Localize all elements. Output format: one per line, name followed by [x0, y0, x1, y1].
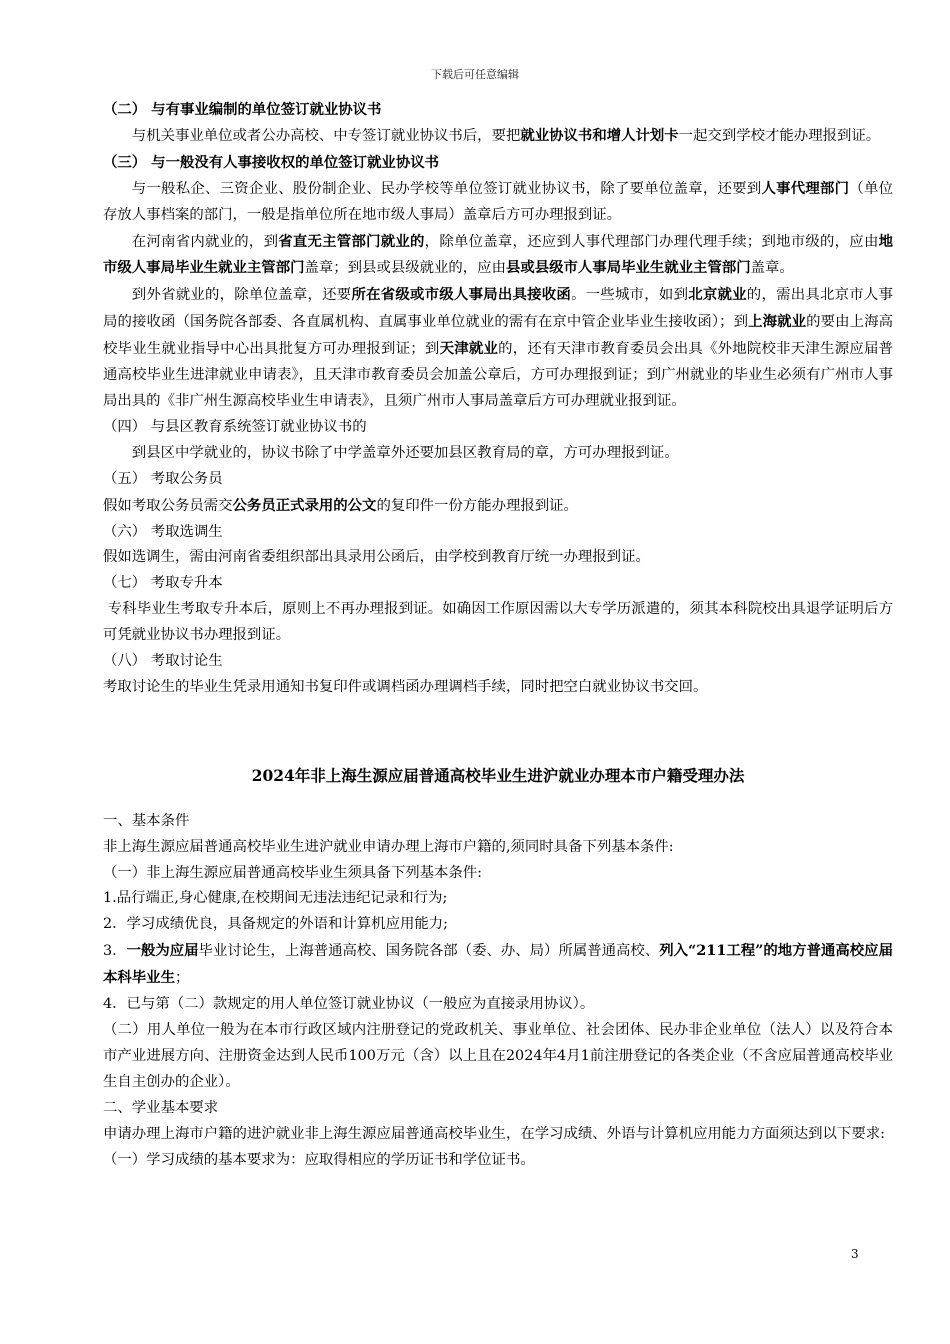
text-run: 。一些城市，如到 [571, 287, 689, 304]
section-heading: （八） 考取讨论生 [103, 653, 223, 670]
bold-text: 列入“211工程”的地方普通高校应届本科毕业生 [103, 942, 893, 987]
text-run: 毕业讨论生，上海普通高校、国务院各部（委、办、局）所属普通高校、 [198, 943, 660, 960]
list-item: 4．已与第（二）款规定的用人单位签订就业协议（一般应为直接录用协议）。 [103, 996, 595, 1013]
list-item: 1.品行端正,身心健康,在校期间无违法违纪记录和行为; [103, 890, 448, 907]
section-heading: （二） 与有事业编制的单位签订就业协议书 [103, 101, 382, 118]
section-heading: （五） 考取公务员 [103, 470, 223, 487]
text-run: 一起交到学校才能办理报到证。 [678, 127, 881, 144]
text-run: 的，需出具北京市人事局的接收函（国务院各部委、各直属机构、直属事业单位就业的需有在京中管企业毕业生接收函）；到 [103, 287, 893, 331]
bold-text: 天津就业 [439, 340, 499, 358]
paragraph: 申请办理上海市户籍的进沪就业非上海生源应届普通高校毕业生，在学习成绩、外语与计算机应用能力方面须达到以下要求: [103, 1125, 885, 1142]
text-run: 的要由上海高校毕业生就业指导中心出具批复方可办理报到证；到 [103, 314, 893, 358]
bold-text: 北京就业 [688, 286, 747, 304]
text-run: 与机关事业单位或者公办高校、中专签订就业协议书后，要把 [131, 127, 521, 144]
bold-text: 所在省级或市级人事局出具接收函 [351, 286, 572, 304]
paragraph: 考取讨论生的毕业生凭录用通知书复印件或调档函办理调档手续，同时把空白就业协议书交回。 [103, 678, 708, 695]
text-run: 的，还有天津市教育委员会出具《外地院校非天津生源应届普通高校毕业生进津就业申请表》，且天津市教育委员会加盖公章后，方可办理报到证；到广州就业的毕业生必须有广州市人事局出具的《非广州生源高校毕业生申请表》，且须广州市人事局盖章后方可办理就业报到证。 [103, 341, 893, 409]
subsection-heading: （一）非上海生源应届普通高校毕业生须具备下列基本条件: [103, 864, 483, 881]
section-heading: （七） 考取专升本 [103, 575, 223, 592]
section-heading: 二、学业基本要求 [103, 1099, 219, 1116]
bold-text: 省直无主管部门就业的 [278, 232, 425, 250]
bold-text: 上海就业 [748, 313, 807, 331]
paragraph: （二）用人单位一般为在本市行政区域内注册登记的党政机关、事业单位、社会团体、民办非企业单位（法人）以及符合本市产业进展方向、注册资金达到人民币100万元（含）以上且在2024年4月1前注册登记的各类企业（不含应届普通高校毕业生自主创办的企业）。 [103, 1022, 893, 1090]
text-run: ； [174, 970, 190, 987]
paragraph: 专科毕业生考取专升本后，原则上不再办理报到证。如确因工作原因需以大专学历派遣的，须其本科院校出具退学证明后方可凭就业协议书办理报到证。 [103, 601, 893, 644]
page-number: 3 [851, 1247, 859, 1261]
paragraph: 到县区中学就业的，协议书除了中学盖章外还要加县区教育局的章，方可办理报到证。 [131, 444, 679, 461]
bold-text: 县或县级市人事局毕业生就业主管部门 [505, 259, 751, 277]
bold-text: 一般为应届 [126, 942, 199, 960]
list-item [103, 938, 893, 992]
text-run: 到外省就业的，除单位盖章，还要 [131, 287, 352, 304]
paragraph [103, 176, 893, 229]
document-title: 2024年非上海生源应届普通高校毕业生进沪就业办理本市户籍受理办法 [251, 765, 745, 785]
bold-text: 公务员正式录用的公文 [232, 496, 377, 514]
text-run: ，除单位盖章，还应到人事代理部门办理代理手续；到地市级的，应由 [424, 233, 879, 250]
section-heading: 一、基本条件 [103, 812, 190, 829]
subsection-heading: （一）学习成绩的基本要求为：应取得相应的学历证书和学位证书。 [103, 1151, 535, 1168]
paragraph [103, 123, 893, 150]
text-run: 盖章。 [750, 260, 794, 277]
document-body [103, 97, 893, 1173]
paragraph: 非上海生源应届普通高校毕业生进沪就业申请办理上海市户籍的,须同时具备下列基本条件: [103, 838, 674, 855]
paragraph [103, 229, 893, 283]
paragraph [103, 493, 893, 520]
paragraph: 假如选调生，需由河南省委组织部出具录用公函后，由学校到教育厅统一办理报到证。 [103, 549, 650, 566]
text-run: 在河南省内就业的，到 [131, 233, 279, 250]
text-run: 3． [103, 943, 127, 960]
text-run: 与一般私企、三资企业、股份制企业、民办学校等单位签订就业协议书，除了要单位盖章，还要到 [131, 180, 762, 197]
paragraph [103, 282, 893, 415]
text-run: 假如考取公务员需交 [103, 497, 233, 514]
text-run: （单位存放人事档案的部门，一般是指单位所在地市级人事局）盖章后方可办理报到证。 [103, 180, 893, 223]
section-heading: （三） 与一般没有人事接收权的单位签订就业协议书 [103, 153, 439, 171]
section-heading: （六） 考取选调生 [103, 523, 223, 540]
section-heading: （四） 与县区教育系统签订就业协议书的 [103, 418, 367, 435]
text-run: 的复印件一份方能办理报到证。 [376, 497, 578, 514]
text-run: 盖章；到县或县级就业的，应由 [304, 260, 506, 277]
list-item: 2．学习成绩优良，具备规定的外语和计算机应用能力; [103, 916, 448, 933]
bold-text: 地市级人事局毕业生就业主管部门 [103, 232, 893, 277]
bold-text: 人事代理部门 [761, 179, 850, 197]
bold-text: 就业协议书和增人计划卡 [520, 126, 679, 144]
page-header: 下载后可任意编辑 [431, 68, 519, 81]
